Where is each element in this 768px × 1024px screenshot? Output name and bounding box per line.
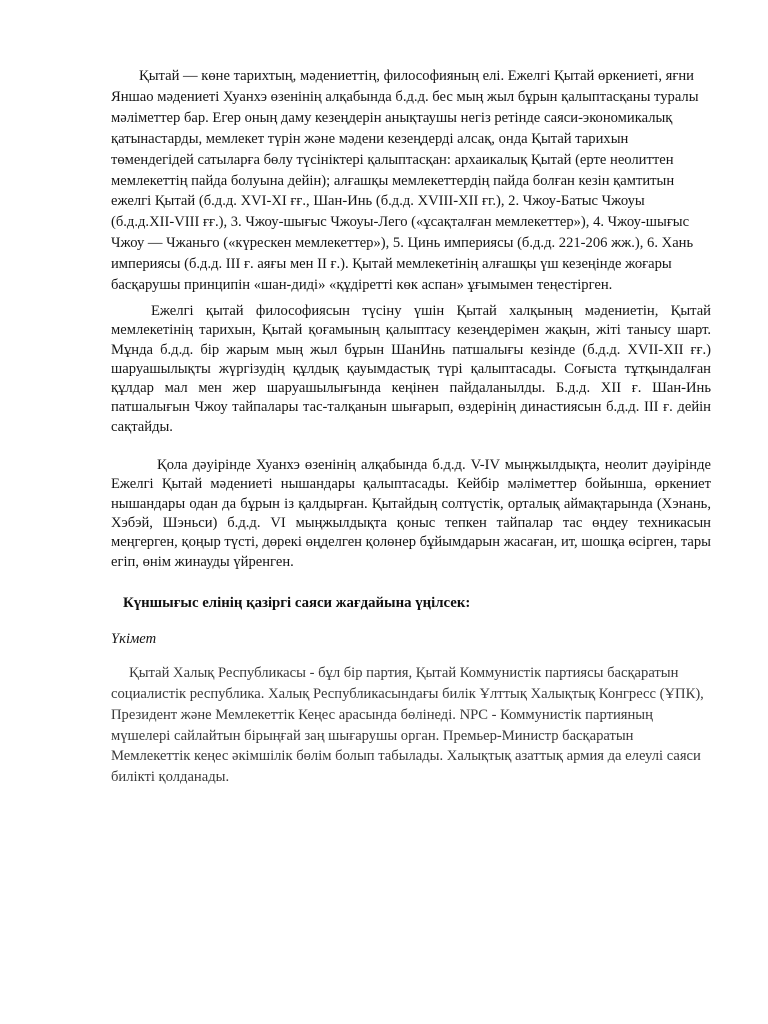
paragraph-philosophy: Ежелгі қытай философиясын түсіну үшін Қытай халқының мәдениетін, Қытай мемлекетінің тарихын, Қытай қоғамының қалыптасу кезеңдерімен жақын, жіті танысу шарт. Мұнда б.д.д. бір жарым мың жыл бұрын ШанИнь патшалығы кезінде (б.д.д. XVII-XII ғғ.) шаруашылықты жүргізудің құлдық қауымдастық түрі қалыптасады. Соғыста тұтқындалған құлдар мал мен жер шаруашылығында кеңінен пайдаланылды. Б.д.д. XII ғ. Шан-Инь патшалығын Чжоу тайпалары тас-талқанын шығарып, өздерінің династиясын б.д.д. III ғ. дейін сақтайды. <box>111 302 711 435</box>
section-heading: Күншығыс елінің қазіргі саяси жағдайына үңілсек: <box>123 594 471 611</box>
paragraph-government: Қытай Халық Республикасы - бұл бір партия, Қытай Коммунистік партиясы басқаратын социалистік республика. Халық Республикасындағы билік Ұлттық Халықтық Конгресс (ҰПК), Президент және Мемлекеттік Кеңес арасында бөлінеді. NPC - Коммунистік партияның мүшелері сайлайтын бірыңғай заң шығарушы орган. Премьер-Министр басқаратын Мемлекеттік кеңес әкімшілік бөлім болып табылады. Халықтық азаттық армия да елеулі саяси билікті қолданады. <box>111 664 704 786</box>
paragraph-bronze-age: Қола дәуірінде Хуанхэ өзенінің алқабында б.д.д. V-IV мыңжылдықта, неолит дәуірінде Ежелгі Қытай мәдениеті нышандары қалыптасады. Кейбір мәліметтер бойынша, өркениет нышандары одан да бұрын із қалдырған. Қытайдың солтүстік, орталық аймақтарында (Хэнань, Хэбэй, Шэньси) б.д.д. VI мыңжылдықта қоныс тепкен тайпалар тас өңдеу техникасын меңгерген, қоңыр түсті, дөрекі өңделген қолөнер бұйымдарын жасаған, ит, шошқа өсірген, тары егіп, өнім жинауды үйренген. <box>111 457 711 570</box>
section-subheading: Үкімет <box>111 630 157 647</box>
paragraph-intro: Қытай — көне тарихтың, мәдениеттің, философияның елі. Ежелгі Қытай өркениеті, яғни Яншао мәдениеті Хуанхэ өзенінің алқабында б.д.д. бес мың жыл бұрын қалыптасқаны туралы мәліметтер бар. Егер оның даму кезеңдерін анықтаушы негіз ретінде саяси-экономикалық қатынастарды, мемлекет түрін және мәдени кезеңдерді алсақ, онда Қытай тарихын төмендегідей сатыларға бөлу түсініктері қалыптасқан: архаикалық Қытай (ерте неолиттен мемлекеттің пайда болуына дейін); алғашқы мемлекеттердің пайда болған кезін қамтитын ежелгі Қытай (б.д.д. XVI-XI ғғ., Шан-Инь (б.д.д. XVIII-XII ғг.), 2. Чжоу-Батыс Чжоуы (б.д.д.XII-VIII ғғ.), 3. Чжоу-шығыс Чжоуы-Лего («ұсақталған мемлекеттер»), 4. Чжоу-шығыс Чжоу — Чжаньго («күрескен мемлекеттер»), 5. Цинь империясы (б.д.д. 221-206 жж.), 6. Хань империясы (б.д.д. III ғ. аяғы мен II ғ.). Қытай мемлекетінің алғашқы үш кезеңінде жоғары басқарушы принципін «шан-диді» «құдіретті көк аспан» ұғымымен теңестірген. <box>111 68 699 294</box>
document-page <box>111 66 711 788</box>
